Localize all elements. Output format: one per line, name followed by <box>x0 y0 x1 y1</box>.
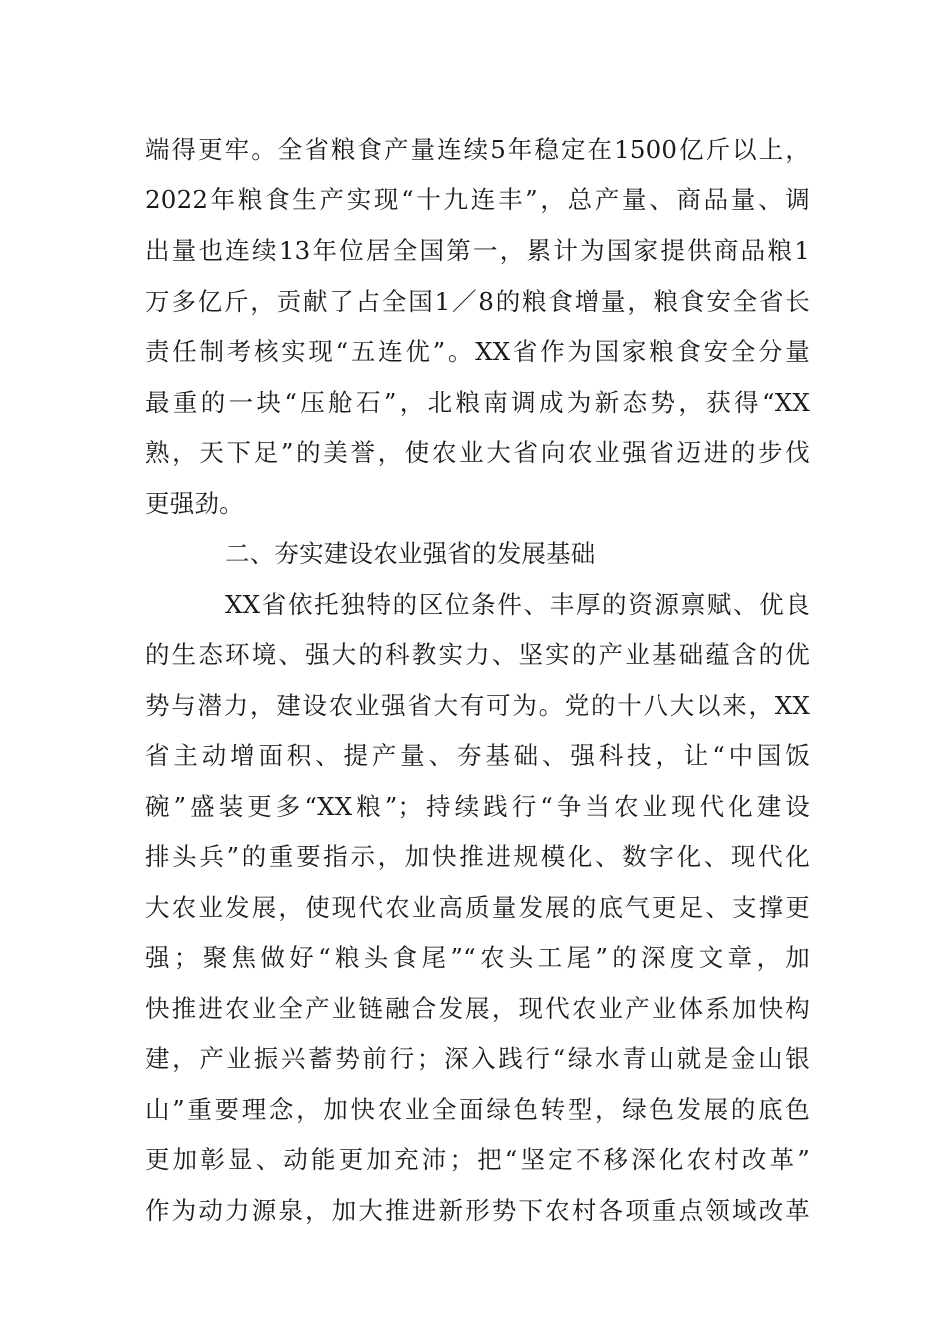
paragraph1-line-1: 端得更牢。全省粮食产量连续5年稳定在1500亿斤以上， <box>145 135 810 164</box>
paragraph1-line-5: 责任制考核实现“五连优”。XX省作为国家粮食安全分量 <box>145 337 810 366</box>
paragraph2-line-12: 更加彰显、动能更加充沛；把“坚定不移深化农村改革” <box>145 1145 810 1174</box>
paragraph2-line-3: 势与潜力，建设农业强省大有可为。党的十八大以来，XX <box>145 691 810 720</box>
paragraph2-line-8: 强；聚焦做好“粮头食尾”“农头工尾”的深度文章，加 <box>145 943 810 972</box>
paragraph1-line-8: 更强劲。 <box>145 489 244 518</box>
paragraph2-line-11: 山”重要理念，加快农业全面绿色转型，绿色发展的底色 <box>145 1095 810 1124</box>
paragraph2-line-5: 碗”盛装更多“XX粮”；持续践行“争当农业现代化建设 <box>145 792 810 821</box>
paragraph2-line-9: 快推进农业全产业链融合发展，现代农业产业体系加快构 <box>145 994 810 1023</box>
section-heading: 二、夯实建设农业强省的发展基础 <box>225 539 596 568</box>
paragraph1-line-4: 万多亿斤，贡献了占全国1／8的粮食增量，粮食安全省长 <box>145 287 810 316</box>
paragraph2-line-13: 作为动力源泉，加大推进新形势下农村各项重点领域改革 <box>145 1196 810 1225</box>
paragraph1-line-3: 出量也连续13年位居全国第一，累计为国家提供商品粮1 <box>145 236 810 265</box>
paragraph2-line-6: 排头兵”的重要指示，加快推进规模化、数字化、现代化 <box>145 842 810 871</box>
paragraph1-line-2: 2022年粮食生产实现“十九连丰”，总产量、商品量、调 <box>145 185 810 214</box>
paragraph1-line-6: 最重的一块“压舱石”，北粮南调成为新态势，获得“XX <box>145 388 810 417</box>
paragraph2-line-1: XX省依托独特的区位条件、丰厚的资源禀赋、优良 <box>225 590 810 619</box>
paragraph2-line-2: 的生态环境、强大的科教实力、坚实的产业基础蕴含的优 <box>145 640 810 669</box>
paragraph1-line-7: 熟，天下足”的美誉，使农业大省向农业强省迈进的步伐 <box>145 438 810 467</box>
paragraph2-line-4: 省主动增面积、提产量、夯基础、强科技，让“中国饭 <box>145 741 810 770</box>
paragraph2-line-10: 建，产业振兴蓄势前行；深入践行“绿水青山就是金山银 <box>145 1044 810 1073</box>
paragraph2-line-7: 大农业发展，使现代农业高质量发展的底气更足、支撑更 <box>145 893 810 922</box>
